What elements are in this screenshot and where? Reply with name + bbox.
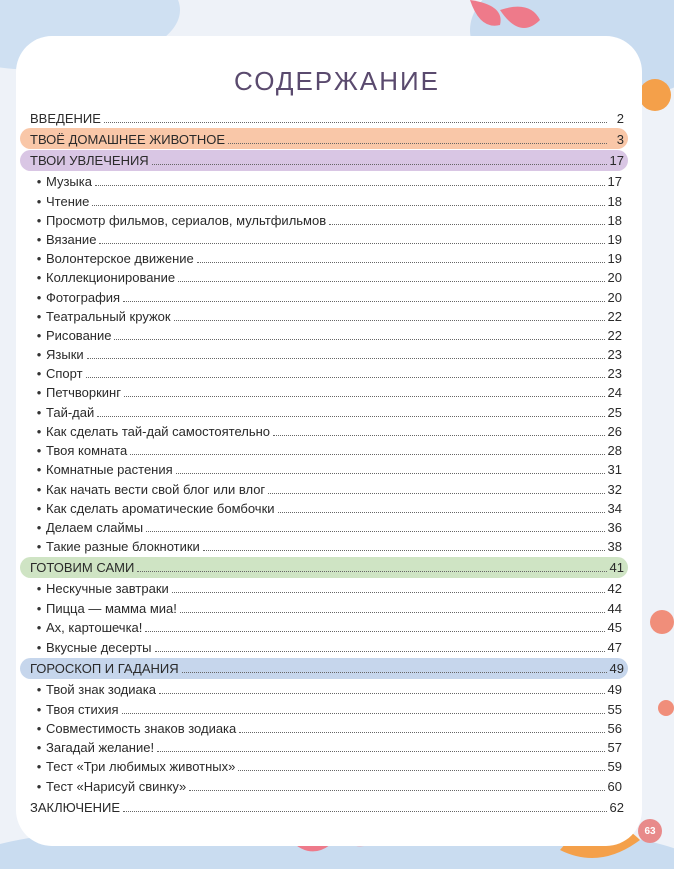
dot-leader xyxy=(268,493,604,494)
dot-leader xyxy=(180,612,605,613)
bullet-icon: • xyxy=(36,194,42,209)
toc-item[interactable] xyxy=(32,617,622,636)
toc-item[interactable] xyxy=(32,402,622,421)
toc-page-number: 49 xyxy=(607,682,622,697)
toc-label: Твой знак зодиака xyxy=(46,682,156,697)
toc-item[interactable] xyxy=(32,306,622,325)
dot-leader xyxy=(273,435,605,436)
toc-label: Тест «Три любимых животных» xyxy=(46,759,236,774)
toc-label: Такие разные блокнотики xyxy=(46,539,200,554)
toc-page-number: 22 xyxy=(607,328,622,343)
toc-item[interactable] xyxy=(32,191,622,210)
dot-leader xyxy=(182,672,607,673)
dot-leader xyxy=(122,713,605,714)
bullet-icon: • xyxy=(36,309,42,324)
flower-coral-right-2 xyxy=(658,700,674,716)
toc-page-number: 28 xyxy=(607,443,622,458)
toc-label: Пицца — мамма миа! xyxy=(46,601,177,616)
toc-item[interactable] xyxy=(32,637,622,656)
dot-leader xyxy=(176,473,605,474)
dot-leader xyxy=(97,416,604,417)
dot-leader xyxy=(124,396,605,397)
toc-label: ЗАКЛЮЧЕНИЕ xyxy=(30,800,121,815)
toc-page-number: 17 xyxy=(607,174,622,189)
toc-item[interactable] xyxy=(32,737,622,756)
toc-item[interactable] xyxy=(32,344,622,363)
bullet-icon: • xyxy=(36,328,42,343)
bullet-icon: • xyxy=(36,405,42,420)
dot-leader xyxy=(87,358,605,359)
toc-page-number: 22 xyxy=(607,309,622,324)
toc-page-number: 34 xyxy=(607,501,622,516)
dot-leader xyxy=(228,143,607,144)
toc-label: Тест «Нарисуй свинку» xyxy=(46,779,187,794)
toc-label: Совместимость знаков зодиака xyxy=(46,721,237,736)
dot-leader xyxy=(172,592,605,593)
toc-page-number: 18 xyxy=(607,213,622,228)
bullet-icon: • xyxy=(36,462,42,477)
bullet-icon: • xyxy=(36,702,42,717)
bullet-icon: • xyxy=(36,251,42,266)
toc-page-number: 59 xyxy=(607,759,622,774)
toc-item[interactable] xyxy=(32,171,622,190)
toc-item[interactable] xyxy=(32,363,622,382)
toc-label: Петчворкинг xyxy=(46,385,121,400)
toc-page-number: 55 xyxy=(607,702,622,717)
toc-label: ГОТОВИМ САМИ xyxy=(30,560,135,575)
toc-label: Волонтерское движение xyxy=(46,251,194,266)
toc-section[interactable] xyxy=(30,129,624,148)
toc-page-number: 49 xyxy=(609,661,624,676)
toc-label: Как сделать ароматические бомбочки xyxy=(46,501,275,516)
toc-page-number: 17 xyxy=(609,153,624,168)
flower-coral-right xyxy=(650,610,674,634)
dot-leader xyxy=(123,301,604,302)
bullet-icon: • xyxy=(36,721,42,736)
bullet-icon: • xyxy=(36,740,42,755)
toc-label: Как сделать тай-дай самостоятельно xyxy=(46,424,271,439)
dot-leader xyxy=(278,512,605,513)
toc-item[interactable] xyxy=(32,421,622,440)
dot-leader xyxy=(146,531,604,532)
toc-page-number: 62 xyxy=(609,800,624,815)
toc-label: Коллекционирование xyxy=(46,270,176,285)
toc-page-number: 47 xyxy=(607,640,622,655)
toc-page-number: 3 xyxy=(616,132,624,147)
toc-page-number: 19 xyxy=(607,251,622,266)
toc-label: Вкусные десерты xyxy=(46,640,152,655)
toc-page-number: 2 xyxy=(616,111,624,126)
toc-section[interactable] xyxy=(30,557,624,576)
bullet-icon: • xyxy=(36,443,42,458)
page-title: СОДЕРЖАНИЕ xyxy=(233,66,440,96)
toc-item[interactable] xyxy=(32,325,622,344)
toc-label: ВВЕДЕНИЕ xyxy=(30,111,101,126)
toc-page-number: 20 xyxy=(607,290,622,305)
bullet-icon: • xyxy=(36,482,42,497)
dot-leader xyxy=(152,164,607,165)
toc-item[interactable] xyxy=(32,210,622,229)
dot-leader xyxy=(329,224,604,225)
dot-leader xyxy=(86,377,605,378)
toc-item[interactable] xyxy=(32,382,622,401)
toc-page-number: 45 xyxy=(607,620,622,635)
toc-item[interactable] xyxy=(32,598,622,617)
toc-label: Комнатные растения xyxy=(46,462,173,477)
toc-page-number: 41 xyxy=(609,560,624,575)
toc-label: Фотография xyxy=(46,290,121,305)
dot-leader xyxy=(159,693,605,694)
bullet-icon: • xyxy=(36,640,42,655)
toc-item[interactable] xyxy=(32,578,622,597)
toc-section[interactable] xyxy=(30,797,624,816)
dot-leader xyxy=(130,454,604,455)
toc-label: ГОРОСКОП И ГАДАНИЯ xyxy=(30,661,179,676)
toc-item[interactable] xyxy=(32,718,622,737)
bullet-icon: • xyxy=(36,779,42,794)
bullet-icon: • xyxy=(36,601,42,616)
toc-item[interactable] xyxy=(32,459,622,478)
toc-label: Загадай желание! xyxy=(46,740,155,755)
toc-label: Тай-дай xyxy=(46,405,95,420)
toc-item[interactable] xyxy=(32,440,622,459)
toc-page-number: 23 xyxy=(607,366,622,381)
toc-item[interactable] xyxy=(32,536,622,555)
toc-item[interactable] xyxy=(32,248,622,267)
toc-label: Чтение xyxy=(46,194,90,209)
toc-page-number: 60 xyxy=(607,779,622,794)
toc-page-number: 56 xyxy=(607,721,622,736)
toc-label: ТВОИ УВЛЕЧЕНИЯ xyxy=(30,153,149,168)
toc-page-number: 42 xyxy=(607,581,622,596)
bullet-icon: • xyxy=(36,366,42,381)
toc-label: Спорт xyxy=(46,366,83,381)
dot-leader xyxy=(178,281,604,282)
dot-leader xyxy=(238,770,604,771)
toc-page-number: 44 xyxy=(607,601,622,616)
toc-label: Просмотр фильмов, сериалов, мультфильмов xyxy=(46,213,327,228)
toc-item[interactable] xyxy=(32,287,622,306)
dot-leader xyxy=(203,550,605,551)
toc-item[interactable] xyxy=(32,479,622,498)
bullet-icon: • xyxy=(36,290,42,305)
toc-page-number: 31 xyxy=(607,462,622,477)
toc-item[interactable] xyxy=(32,776,622,795)
bullet-icon: • xyxy=(36,501,42,516)
toc-label: Музыка xyxy=(46,174,92,189)
toc-section[interactable] xyxy=(30,150,624,169)
toc-label: ТВОЁ ДОМАШНЕЕ ЖИВОТНОЕ xyxy=(30,132,226,147)
toc-item[interactable] xyxy=(32,267,622,286)
dot-leader xyxy=(123,811,606,812)
toc-item[interactable] xyxy=(32,699,622,718)
bullet-icon: • xyxy=(36,682,42,697)
bullet-icon: • xyxy=(36,620,42,635)
toc-label: Ах, картошечка! xyxy=(46,620,143,635)
toc-page-number: 25 xyxy=(607,405,622,420)
toc-page-number: 38 xyxy=(607,539,622,554)
dot-leader xyxy=(239,732,604,733)
dot-leader xyxy=(114,339,604,340)
toc-item[interactable] xyxy=(32,756,622,775)
dot-leader xyxy=(189,790,604,791)
toc-page-number: 32 xyxy=(607,482,622,497)
dot-leader xyxy=(174,320,605,321)
dot-leader xyxy=(104,122,607,123)
toc-item[interactable] xyxy=(32,229,622,248)
page-number-badge: 63 xyxy=(638,819,662,843)
toc-section[interactable] xyxy=(30,658,624,677)
bullet-icon: • xyxy=(36,424,42,439)
bullet-icon: • xyxy=(36,232,42,247)
toc-label: Твоя стихия xyxy=(46,702,119,717)
toc-page-number: 57 xyxy=(607,740,622,755)
bullet-icon: • xyxy=(36,581,42,596)
toc-page-number: 36 xyxy=(607,520,622,535)
dot-leader xyxy=(197,262,605,263)
dot-leader xyxy=(137,571,606,572)
bullet-icon: • xyxy=(36,347,42,362)
bullet-icon: • xyxy=(36,174,42,189)
dot-leader xyxy=(99,243,604,244)
dot-leader xyxy=(157,751,604,752)
toc-label: Рисование xyxy=(46,328,112,343)
bullet-icon: • xyxy=(36,759,42,774)
toc-section[interactable] xyxy=(30,108,624,127)
toc-item[interactable] xyxy=(32,498,622,517)
bullet-icon: • xyxy=(36,270,42,285)
toc-page-number: 26 xyxy=(607,424,622,439)
dot-leader xyxy=(155,651,605,652)
toc-label: Делаем слаймы xyxy=(46,520,144,535)
dot-leader xyxy=(92,205,604,206)
toc-label: Нескучные завтраки xyxy=(46,581,169,596)
bullet-icon: • xyxy=(36,385,42,400)
toc-label: Языки xyxy=(46,347,84,362)
toc-label: Как начать вести свой блог или влог xyxy=(46,482,266,497)
toc-label: Театральный кружок xyxy=(46,309,171,324)
bullet-icon: • xyxy=(36,539,42,554)
dot-leader xyxy=(95,185,605,186)
bullet-icon: • xyxy=(36,213,42,228)
toc-page-number: 24 xyxy=(607,385,622,400)
toc-label: Твоя комната xyxy=(46,443,128,458)
toc-label: Вязание xyxy=(46,232,97,247)
dot-leader xyxy=(145,631,604,632)
toc-item[interactable] xyxy=(32,679,622,698)
toc-page-number: 20 xyxy=(607,270,622,285)
toc-page-number: 18 xyxy=(607,194,622,209)
toc-item[interactable] xyxy=(32,517,622,536)
toc-page-number: 23 xyxy=(607,347,622,362)
bullet-icon: • xyxy=(36,520,42,535)
toc-page-number: 19 xyxy=(607,232,622,247)
